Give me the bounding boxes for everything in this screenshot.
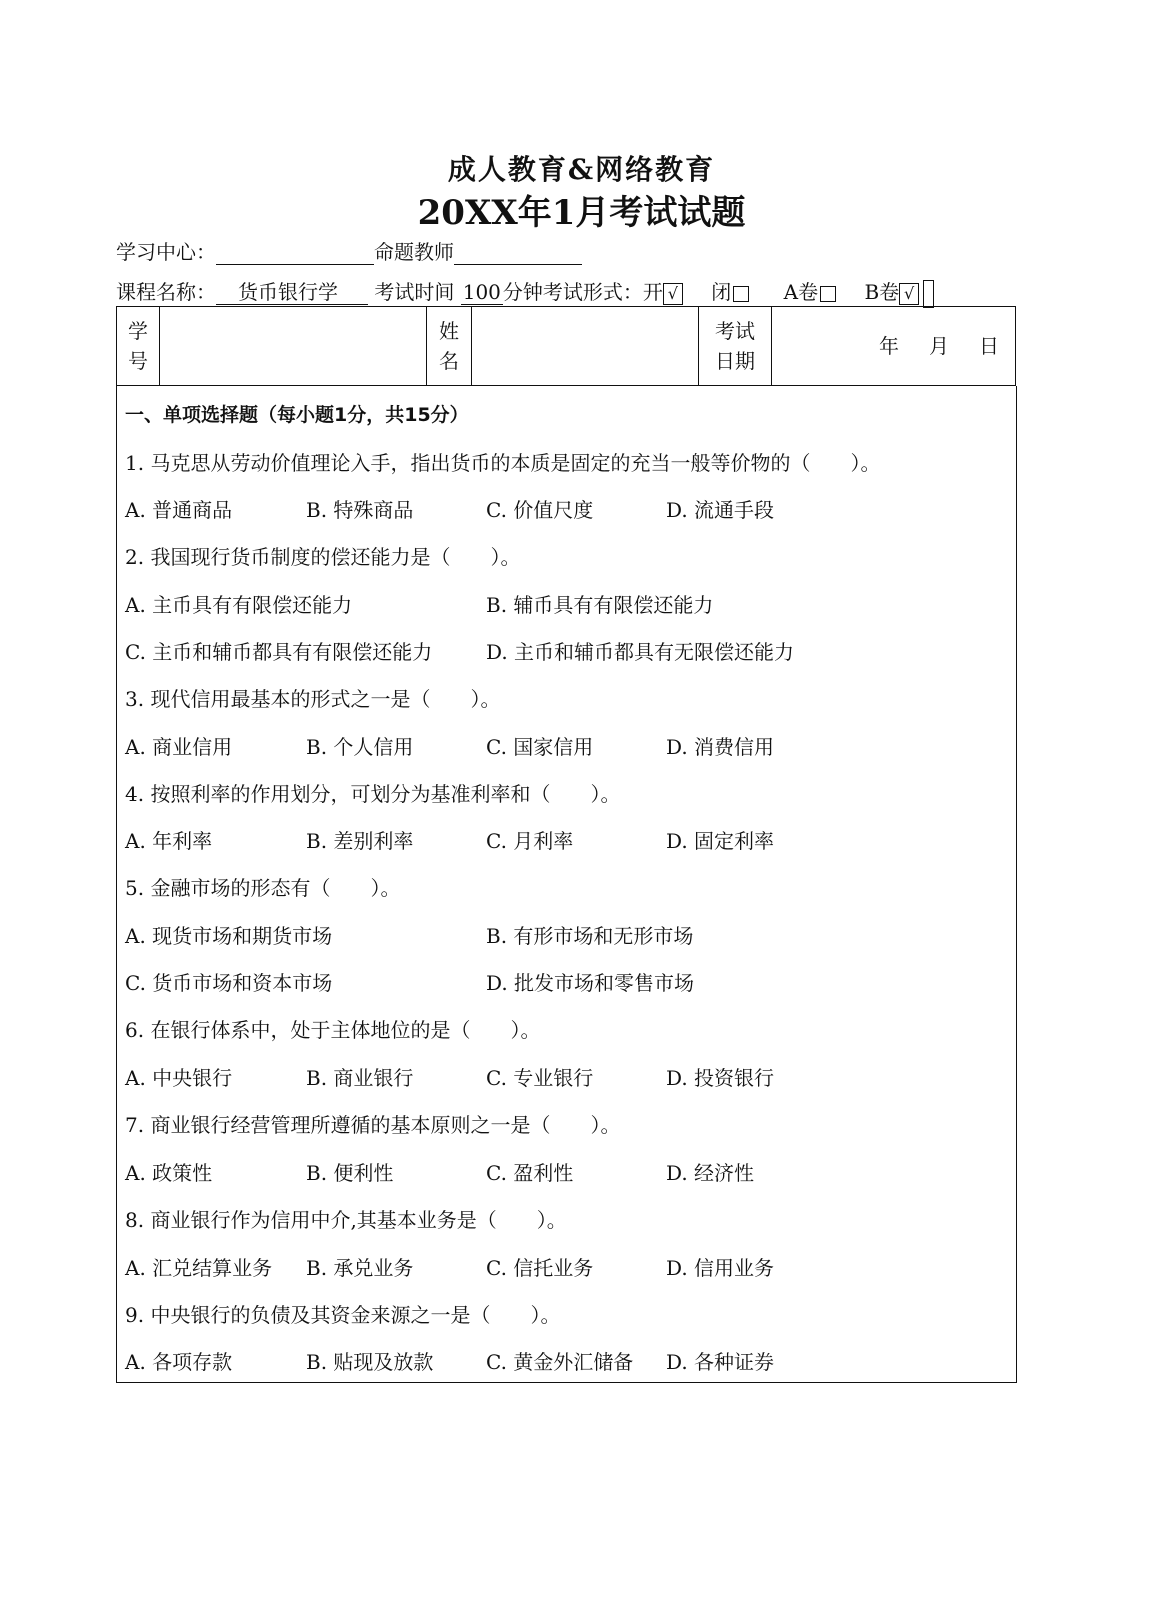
option-d[interactable]: D. 流通手段: [666, 498, 775, 522]
option-c[interactable]: C. 主币和辅币都具有有限偿还能力: [125, 640, 433, 664]
option-c[interactable]: C. 信托业务: [486, 1256, 594, 1280]
section-title: 一、单项选择题（每小题1分，共15分）: [125, 404, 469, 426]
option-d[interactable]: D. 经济性: [666, 1161, 755, 1185]
option-a[interactable]: A. 主币具有有限偿还能力: [125, 593, 353, 617]
option-c[interactable]: C. 国家信用: [486, 735, 594, 759]
center-label: 学习中心：: [116, 240, 216, 264]
option-d[interactable]: D. 固定利率: [666, 829, 775, 853]
exam-date-field[interactable]: [772, 307, 1016, 386]
student-id-field[interactable]: [160, 307, 427, 386]
option-a[interactable]: A. 各项存款: [125, 1350, 233, 1374]
question-1: 1. 马克思从劳动价值理论入手，指出货币的本质是固定的充当一般等价物的（ ）。: [125, 451, 881, 475]
month-label: 月: [929, 334, 949, 358]
exam-date-label: 考试 日期: [699, 307, 772, 386]
option-a[interactable]: A. 商业信用: [125, 735, 233, 759]
time-value: 100: [462, 280, 501, 304]
time-label: 考试时间: [374, 280, 455, 304]
paper-a-checkbox[interactable]: [820, 286, 836, 302]
option-a[interactable]: A. 年利率: [125, 829, 213, 853]
question-8: 8. 商业银行作为信用中介,其基本业务是（ ）。: [125, 1208, 567, 1232]
question-6: 6. 在银行体系中，处于主体地位的是（ ）。: [125, 1018, 541, 1042]
question-2: 2. 我国现行货币制度的偿还能力是（ ）。: [125, 545, 521, 569]
student-id-label: 学 号: [117, 307, 160, 386]
question-7: 7. 商业银行经营管理所遵循的基本原则之一是（ ）。: [125, 1113, 621, 1137]
option-b[interactable]: B. 辅币具有有限偿还能力: [486, 593, 714, 617]
paper-b-label: B卷: [864, 280, 900, 304]
name-label: 姓 名: [427, 307, 472, 386]
meta-line-2: [116, 276, 934, 308]
question-5: 5. 金融市场的形态有（ ）。: [125, 876, 401, 900]
teacher-field[interactable]: [454, 242, 582, 265]
option-a[interactable]: A. 汇兑结算业务: [125, 1256, 273, 1280]
exam-title: 20XX年1月考试试题: [417, 193, 746, 233]
option-d[interactable]: D. 信用业务: [666, 1256, 775, 1280]
option-b[interactable]: B. 贴现及放款: [306, 1350, 434, 1374]
minutes-label: 分钟考试形式：开: [502, 280, 663, 304]
org-title: 成人教育&网络教育: [447, 153, 716, 186]
paper-b-checkbox[interactable]: √: [899, 283, 919, 305]
day-label: 日: [979, 334, 999, 358]
option-d[interactable]: D. 投资银行: [666, 1066, 775, 1090]
option-b[interactable]: B. 承兑业务: [306, 1256, 414, 1280]
year-label: 年: [879, 334, 899, 358]
option-c[interactable]: C. 盈利性: [486, 1161, 574, 1185]
name-field[interactable]: [472, 307, 699, 386]
option-d[interactable]: D. 各种证券: [666, 1350, 775, 1374]
course-value: 货币银行学: [216, 280, 368, 305]
student-info-table: [116, 306, 1016, 386]
option-b[interactable]: B. 商业银行: [306, 1066, 414, 1090]
option-c[interactable]: C. 价值尺度: [486, 498, 594, 522]
option-c[interactable]: C. 黄金外汇储备: [486, 1350, 634, 1374]
option-b[interactable]: B. 便利性: [306, 1161, 394, 1185]
option-c[interactable]: C. 月利率: [486, 829, 574, 853]
course-label: 课程名称：: [116, 280, 216, 304]
center-field[interactable]: [216, 242, 374, 265]
teacher-label: 命题教师: [374, 240, 454, 264]
option-b[interactable]: B. 有形市场和无形市场: [486, 924, 694, 948]
meta-line-1: [116, 236, 582, 265]
option-d[interactable]: D. 消费信用: [666, 735, 775, 759]
open-checkbox[interactable]: √: [663, 283, 683, 305]
option-b[interactable]: B. 特殊商品: [306, 498, 414, 522]
option-c[interactable]: C. 货币市场和资本市场: [125, 971, 333, 995]
option-a[interactable]: A. 中央银行: [125, 1066, 233, 1090]
option-b[interactable]: B. 差别利率: [306, 829, 414, 853]
question-9: 9. 中央银行的负债及其资金来源之一是（ ）。: [125, 1303, 561, 1327]
question-3: 3. 现代信用最基本的形式之一是（ ）。: [125, 687, 501, 711]
closed-checkbox[interactable]: [733, 286, 749, 302]
option-a[interactable]: A. 现货市场和期货市场: [125, 924, 333, 948]
paper-a-label: A卷: [783, 280, 819, 304]
question-4: 4. 按照利率的作用划分，可划分为基准利率和（ ）。: [125, 782, 621, 806]
option-c[interactable]: C. 专业银行: [486, 1066, 594, 1090]
closed-label: 闭: [711, 280, 732, 304]
cursor-bar: [923, 280, 934, 308]
option-d[interactable]: D. 批发市场和零售市场: [486, 971, 695, 995]
option-d[interactable]: D. 主币和辅币都具有无限偿还能力: [486, 640, 795, 664]
option-b[interactable]: B. 个人信用: [306, 735, 414, 759]
option-a[interactable]: A. 政策性: [125, 1161, 213, 1185]
option-a[interactable]: A. 普通商品: [125, 498, 233, 522]
